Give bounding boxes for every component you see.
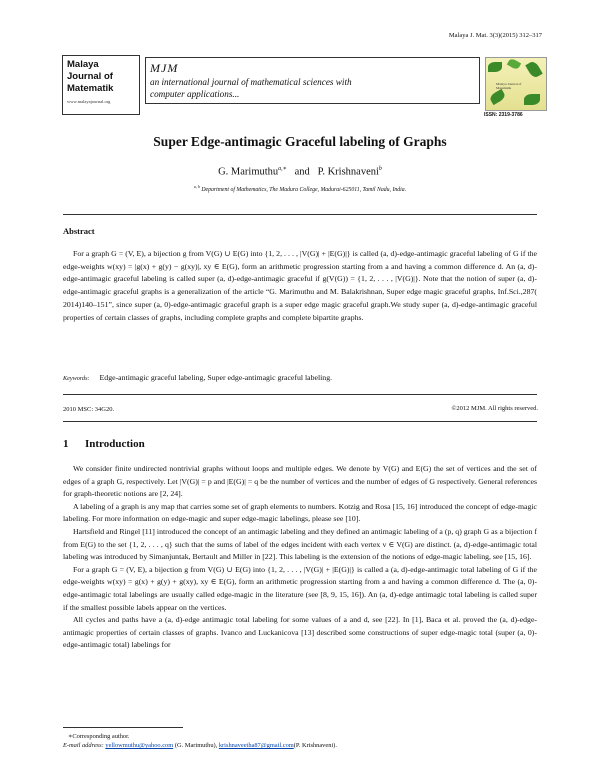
journal-name-line3: Matematik	[67, 83, 114, 94]
leaf-icon	[488, 62, 502, 72]
email-link[interactable]: yellowmuthu@yahoo.com	[105, 742, 174, 749]
paragraph: We consider finite undirected nontrivial graphs without loops and multiple edges. We denote by V(G) and E(G) the set of vertices and the set of edges of a graph G, respectively. Let |V(G)| = p and |E(G)| = q be the number of vertices and the number of edges of G respectively. General references for graph-theoretic notions are [2, 24].	[63, 464, 537, 499]
abstract-text: For a graph G = (V, E), a bijection g from V(G) ∪ E(G) into {1, 2, . . . , |V(G)| + |E(G)|} is called (a, d)-edge-antimagic graceful labeling of G if the edge-weights w(xy) = |g(x) + g(y) − g(xy)|, xy ∈ E(G), form an arithmetic progression starting from a and having a common difference d. An (a, d)-edge-antimagic graceful labeling is called super (a, d)-edge-antimagic graceful if g(V(G)) = {1, 2, . . . , |V(G)|}. Note that the notion of super (a, d)-edge-antimagic graceful graphs is a generalization of the article “G. Marimuthu and M. Balakrishnan, Super edge magic graceful graphs, Inf.Sci.,287( 2014)140–151”, since super (a, 0)-edge-antimagic graceful graph is a super edge magic graceful graph.We study super (a, d)-edge-antimagic graceful properties of certain classes of graphs, including complete graphs and complete bipartite graphs.	[63, 249, 537, 322]
divider	[63, 421, 537, 422]
paper-title: Super Edge-antimagic Graceful labeling of Graphs	[153, 134, 447, 149]
section-number: 1	[63, 438, 69, 450]
journal-logo-box	[62, 55, 140, 115]
email-link[interactable]: krishnaveetha87@gmail.com	[218, 742, 294, 749]
journal-url[interactable]: www.malayajournal.org	[67, 99, 111, 104]
leaf-icon	[524, 94, 540, 105]
author-list	[0, 165, 600, 178]
paragraph: For a graph G = (V, E), a bijection g from V(G) ∪ E(G) into {1, 2, . . . , |V(G)| + |E(G)|} is called a (a, d)-edge-antimagic total labeling of G if the edge-weights w(xy) = g(x) + g(y) + g(xy), xy ∈ E(G), form an arithmetic progression starting from a and having a common difference d. The (a, 0)-edge-antimagic total labelings are usually called edge-magic in the literature (see [8, 9, 15, 16]). An (a, d)-edge antimagic total labeling is called super if the smallest possible labels appear on the vertices.	[63, 564, 537, 612]
section-body	[63, 463, 537, 652]
abstract-heading: Abstract	[63, 226, 95, 236]
mjm-tagline-line1: an international journal of mathematical sciences with	[150, 77, 352, 87]
msc-classification: 2010 MSC: 34G20.	[63, 406, 115, 413]
author-name: P. Krishnaveni	[317, 166, 379, 178]
email-owner: (P. Krishnaveni).	[293, 742, 337, 749]
section-title: Introduction	[85, 438, 145, 450]
paragraph: A labeling of a graph is any map that carries some set of graph elements to numbers. Kotzig and Rosa [15, 16] introduced the concept of edge-magic labeling. For more information on edge-magic and super edge-magic labelings, please see [10].	[63, 501, 537, 524]
mjm-banner	[145, 57, 480, 104]
journal-citation: Malaya J. Mat. 3(3)(2015) 312–317	[448, 32, 542, 39]
author-affil-mark: b	[378, 166, 382, 172]
email-label: E-mail address:	[63, 742, 104, 749]
leaf-icon	[507, 58, 521, 71]
journal-name-line1: Malaya	[67, 59, 99, 70]
cover-label-line1: Malaya Journal of	[496, 82, 522, 86]
leaf-icon	[525, 60, 543, 79]
leaf-icon	[489, 89, 507, 105]
cover-label-line2: Matematik	[496, 86, 512, 90]
issn: ISSN: 2319-3786	[484, 112, 523, 118]
affiliation	[0, 184, 600, 193]
footnote-corresponding: ∗Corresponding author.	[68, 733, 130, 740]
divider	[63, 394, 537, 395]
keywords	[63, 373, 332, 382]
cover-label	[496, 82, 521, 90]
keywords-label: Keywords:	[63, 375, 90, 382]
author-affil-mark: a,∗	[278, 166, 287, 172]
author-name: G. Marimuthu	[218, 166, 279, 178]
affiliation-text: Department of Mathematics, The Madura College, Madurai-625011, Tamil Nadu, India.	[201, 186, 407, 193]
mjm-tagline	[150, 76, 352, 100]
journal-name-line2: Journal of	[67, 71, 113, 82]
mjm-abbreviation: MJM	[150, 61, 179, 75]
footnote-rule	[63, 727, 183, 728]
divider	[63, 214, 537, 215]
paragraph: Hartsfield and Ringel [11] introduced the concept of an antimagic labeling and they defined an antimagic labeling of a (p, q) graph G as a bijection f from E(G) to the set {1, 2, . . . , q} such that the sums of label of the edges incident with each vertex v ∈ V(G) are distinct. (a, d)-edge-antimagic total labeling was introduced by Simanjuntak, Bertault and Miller in [22]. This labeling is the extension of the notions of edge-magic labeling, see [15, 16].	[63, 526, 537, 562]
keywords-text: Edge-antimagic graceful labeling, Super edge-antimagic graceful labeling.	[99, 373, 333, 382]
footnote-emails	[63, 742, 337, 749]
section-heading	[63, 438, 145, 450]
affiliation-mark: a, b	[193, 184, 200, 189]
copyright: ©2012 MJM. All rights reserved.	[451, 405, 538, 412]
email-owner: (G. Marimuthu),	[174, 742, 218, 749]
mjm-tagline-line2: computer applications...	[150, 89, 240, 99]
paragraph: All cycles and paths have a (a, d)-edge antimagic total labeling for some values of a and d, see [22]. In [1], Baca et al. proved the (a, d)-edge-antimagic properties of certain classes of graphs. Ivanco and Luckanicova [13] described some constructions of super edge-magic total (super (a, 0)-edge-antimagic total) labelings for	[63, 615, 537, 650]
author-conjunction: and	[294, 166, 310, 178]
journal-cover-image	[485, 57, 547, 111]
